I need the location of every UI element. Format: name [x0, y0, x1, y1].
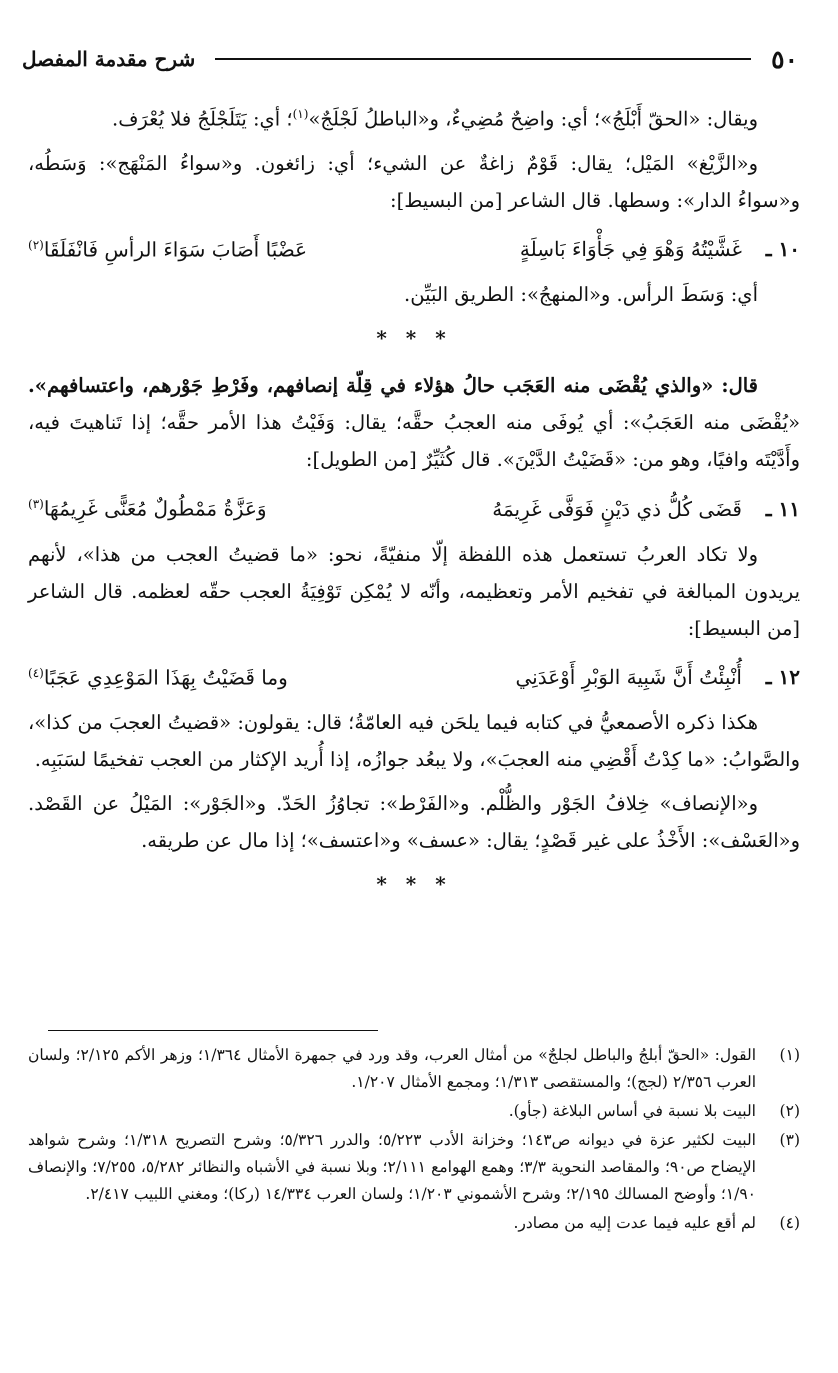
footnote-text: القول: «الحقّ أبلجُ والباطل لجلجٌ» من أمثال العرب، وقد ورد في جمهرة الأمثال ١/٣٦٤؛ وزهر الأكم ٢/١٢٥؛ ولسان العرب ٢/٣٥٦ (لجج)؛ والمستقصى ١/٣١٣؛ ومجمع الأمثال ١/٢٠٧. [28, 1046, 756, 1091]
footnote-text: البيت بلا نسبة في أساس البلاغة (جأو). [508, 1102, 756, 1120]
main-text [28, 96, 800, 913]
footnote-number: (٤) [779, 1214, 800, 1232]
page-number: ٥٠ [771, 44, 798, 74]
running-header [22, 42, 798, 76]
verse-second-text: وما قَضَيْتُ بِهَذَا المَوْعِدِي عَجَبًا [43, 665, 288, 690]
paragraph-text-tail: ؛ أي: يَتَلَجْلَجُ فلا يُعْرَف. [112, 107, 293, 131]
footnote-2 [28, 1098, 800, 1125]
verse-number: ١١ ـ [765, 496, 800, 521]
footnote-ref-2[interactable]: (٢) [28, 237, 44, 252]
footnote-4 [28, 1210, 800, 1237]
verse-second-text: عَضْبًا أَصَابَ سَوَاءَ الرأسِ فَانْفَلَقَا [43, 237, 308, 262]
paragraph-asmai: هكذا ذكره الأصمعيُّ في كتابه فيما يلحَن فيه العامّةُ؛ قال: يقولون: «قضيتُ العجبَ من كذا»، والصَّوابُ: «ما كِدْتُ أَقْضِي منه العجبَ»، ولا يبعُد جوازُه، إذا أُريد الإكثار من العجب تفخيمًا لسَبَبِه. [28, 711, 800, 772]
paragraph-commentary: «يُقْضَى منه العَجَبُ»: أي يُوفَى منه العجبُ حقَّه؛ يقال: وَفَيْتُ هذا الأمر حقَّه؛ إذا تَناهيتَ فيه، وأَدَّيْتَه وافيًا، وهو من: «قَضَيْتُ الدَّيْنَ». قال كُثَيِّرٌ [من الطويل]: [28, 411, 800, 472]
footnote-ref-3[interactable]: (٣) [28, 497, 44, 512]
paragraph-wasat: أي: وَسَطَ الرأس. و«المنهجُ»: الطريق البَيِّن. [404, 283, 758, 307]
paragraph-insaf: و«الإنصاف» خِلافُ الجَوْر والظُّلْم. و«الفَرْط»: تجاوُزُ الحَدّ. و«الجَوْر»: المَيْلُ عن القَصْد. و«العَسْف»: الأَخْذُ على غير قَصْدٍ؛ يقال: «عسف» و«اعتسف»؛ إذا مال عن طريقه. [28, 792, 800, 853]
quoted-matn: قال: «والذي يُقْضَى منه العَجَب حالُ هؤلاء في قِلّة إنصافهم، وفَرْطِ جَوْرهم، واعتسافهم». [28, 374, 758, 398]
paragraph-text: ويقال: «الحقّ أَبْلَجُ»؛ أي: واضِحٌ مُضِيءٌ، و«الباطلُ لَجْلَجٌ» [308, 107, 758, 131]
verse-first-hemistich: قَضَى كُلُّ ذي دَيْنٍ فَوَفَّى غَرِيمَهُ [492, 496, 742, 521]
footnote-text: البيت لكثير عزة في ديوانه ص١٤٣؛ وخزانة الأدب ٥/٢٢٣؛ والدرر ٥/٣٢٦؛ وشرح التصريح ١/٣١٨؛ وشرح شواهد الإيضاح ص٩٠؛ والمقاصد النحوية ٣/٣؛ وهمع الهوامع ٢/١١١؛ وبلا نسبة في الأشباه والنظائر ٥/٢٨٢، ٧/٢٥٥؛ والإنصاف ١/٩٠؛ وأوضح المسالك ٢/١٩٥؛ وشرح الأشموني ١/٢٠٣؛ ولسان العرب ١٤/٣٣٤ (ركا)؛ ومغني اللبيب ٢/٤١٧. [28, 1131, 756, 1203]
verse-12 [28, 654, 800, 697]
paragraph-negation: ولا تكاد العربُ تستعمل هذه اللفظة إلّا منفيّةً، نحو: «ما قضيتُ العجب من هذا»، لأنهم يريدون المبالغة في تفخيم الأمر وتعظيمه، وأنّه لا يُمْكِن تَوْفِيَةُ العجب حقّه لعظمه. قال الشاعر [من البسيط]: [28, 542, 800, 640]
footnote-3 [28, 1127, 800, 1208]
verse-second-text: وَعَزَّةُ مَمْطُولٌ مُعَنًّى غَرِيمُهَا [43, 496, 267, 521]
paragraph-ablaj [28, 96, 800, 138]
footnote-ref-1[interactable]: (١) [292, 107, 309, 121]
verse-second-hemistich [28, 485, 385, 528]
running-title: شرح مقدمة المفصل [22, 47, 196, 71]
verse-number: ١٢ ـ [765, 665, 800, 690]
verse-first-hemistich: أُنْبِئْتُ أَنَّ شَبِيهَ الوَبْرِ أَوْعَدَنِي [515, 665, 742, 690]
paragraph-zaygh: و«الزَّيْغ» المَيْل؛ يقال: قَوْمٌ زاغةٌ عن الشيء؛ أي: زائغون. و«سواءُ المَنْهَج»: وَسَطُه، و«سواءُ الدار»: وسطها. قال الشاعر [من البسيط]: [28, 151, 800, 212]
verse-10 [28, 226, 800, 269]
section-divider: * * * [376, 326, 452, 351]
section-divider: * * * [376, 872, 452, 897]
footnotes [28, 1042, 800, 1239]
paragraph-qala [28, 367, 800, 478]
footnote-number: (١) [779, 1046, 800, 1064]
footnote-text: لم أقع عليه فيما عدت إليه من مصادر. [513, 1214, 756, 1232]
verse-number: ١٠ ـ [765, 237, 800, 262]
verse-11 [28, 485, 800, 528]
verse-second-hemistich [28, 654, 385, 697]
footnote-number: (٣) [779, 1131, 800, 1149]
footnote-1 [28, 1042, 800, 1096]
header-rule [215, 58, 751, 60]
footnote-number: (٢) [779, 1102, 800, 1120]
verse-first-hemistich: غَشَّيْتُهُ وَهْوَ فِي جَأْوَاءَ بَاسِلَةٍ [519, 237, 742, 262]
footnote-ref-4[interactable]: (٤) [28, 665, 44, 680]
verse-second-hemistich [28, 226, 385, 269]
footnote-separator [48, 1030, 378, 1031]
